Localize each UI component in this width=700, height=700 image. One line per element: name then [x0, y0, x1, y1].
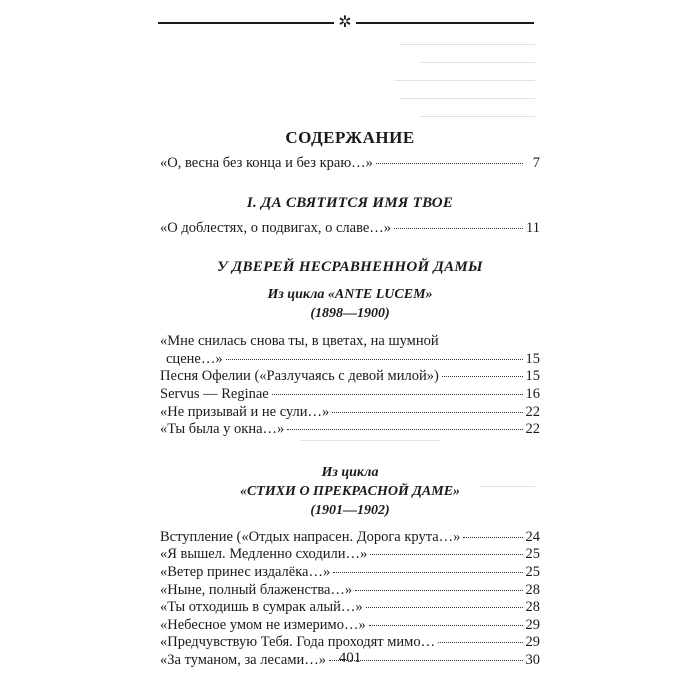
toc-entry: [160, 529, 540, 547]
toc-entry: [160, 582, 540, 600]
leader-dots: [332, 412, 522, 413]
toc-entry: [160, 404, 540, 422]
cycle-years: (1901—1902): [310, 502, 390, 518]
toc-entry: [160, 386, 540, 404]
leader-dots: [376, 163, 523, 164]
leader-dots: [272, 394, 523, 395]
entry-title: Вступление («Отдых напрасен. Дорога крута…»: [160, 528, 461, 545]
ornament-icon: ✲: [334, 12, 356, 34]
toc-entry: [160, 220, 540, 238]
entry-page: 25: [525, 563, 540, 580]
entry-page: 22: [525, 421, 540, 438]
toc-entry: [160, 421, 540, 439]
entry-title: Песня Офелии («Разлучаясь с девой милой»): [160, 368, 439, 385]
entry-page: 15: [525, 350, 540, 367]
entry-title: «О, весна без конца и без краю…»: [160, 155, 373, 171]
entry-title: сцене…»: [166, 350, 223, 367]
entry-title: «Я вышел. Медленно сходили…»: [160, 546, 368, 563]
entry-title: «Не призывай и не сули…»: [160, 403, 330, 420]
section-heading: I. ДА СВЯТИТСЯ ИМЯ ТВОЕ: [246, 194, 454, 211]
entry-page: 15: [525, 368, 540, 385]
toc-entry: [160, 564, 540, 582]
entry-page: 22: [525, 403, 540, 420]
leader-dots: [287, 429, 522, 430]
leader-dots: [370, 554, 522, 555]
bleed-through: [395, 80, 535, 81]
entry-page: 7: [532, 155, 540, 171]
section-heading: У ДВЕРЕЙ НЕСРАВНЕННОЙ ДАМЫ: [217, 259, 483, 276]
leader-dots: [438, 642, 522, 643]
leader-dots: [369, 625, 523, 626]
entry-title: «Предчувствую Тебя. Года проходят мимо…: [160, 634, 436, 651]
toc-entry: [160, 599, 540, 617]
leader-dots: [355, 590, 522, 591]
entry-page: 28: [525, 599, 540, 616]
entry-page: 16: [525, 385, 540, 402]
cycle-title: Из цикла «ANTE LUCEM»: [267, 287, 433, 303]
entry-page: 24: [525, 528, 540, 545]
page-number: 401: [338, 650, 362, 666]
toc-entry: [160, 617, 540, 635]
entry-title: «За туманом, за лесами…»: [160, 651, 327, 668]
bleed-through: [400, 98, 535, 99]
entry-page: 29: [525, 634, 540, 651]
page-title: СОДЕРЖАНИЕ: [285, 128, 415, 147]
toc-entry: [160, 155, 540, 173]
cycle-years: (1898—1900): [310, 306, 390, 322]
entry-page: 25: [525, 546, 540, 563]
entry-page: 11: [526, 219, 540, 236]
toc-content: [160, 128, 540, 670]
toc-entry: [160, 546, 540, 564]
toc-entry: [160, 368, 540, 386]
entry-title: «Ныне, полный блаженства…»: [160, 581, 353, 598]
leader-dots: [366, 607, 523, 608]
cycle-title: «СТИХИ О ПРЕКРАСНОЙ ДАМЕ»: [239, 483, 461, 499]
entry-title: Servus — Reginae: [160, 385, 269, 402]
entry-page: 30: [525, 651, 540, 668]
bleed-through: [420, 116, 535, 117]
leader-dots: [442, 376, 523, 377]
entry-page: 29: [525, 616, 540, 633]
entry-title: «Ты отходишь в сумрак алый…»: [160, 599, 363, 616]
leader-dots: [333, 572, 522, 573]
bleed-through: [420, 62, 535, 63]
entry-page: 28: [525, 581, 540, 598]
leader-dots: [226, 359, 523, 360]
entry-title: «Ты была у окна…»: [160, 421, 285, 438]
leader-dots: [463, 537, 522, 538]
entry-title: «О доблестях, о подвигах, о славе…»: [160, 219, 392, 236]
bleed-through: [400, 44, 535, 45]
leader-dots: [394, 228, 523, 229]
cycle-title: Из цикла: [321, 464, 379, 480]
toc-entry: [160, 351, 540, 369]
entry-title: «Небесное умом не измеримо…»: [160, 616, 366, 633]
entry-title-first-line: «Мне снилась снова ты, в цветах, на шумной: [160, 333, 439, 350]
entry-title: «Ветер принес издалёка…»: [160, 563, 331, 580]
